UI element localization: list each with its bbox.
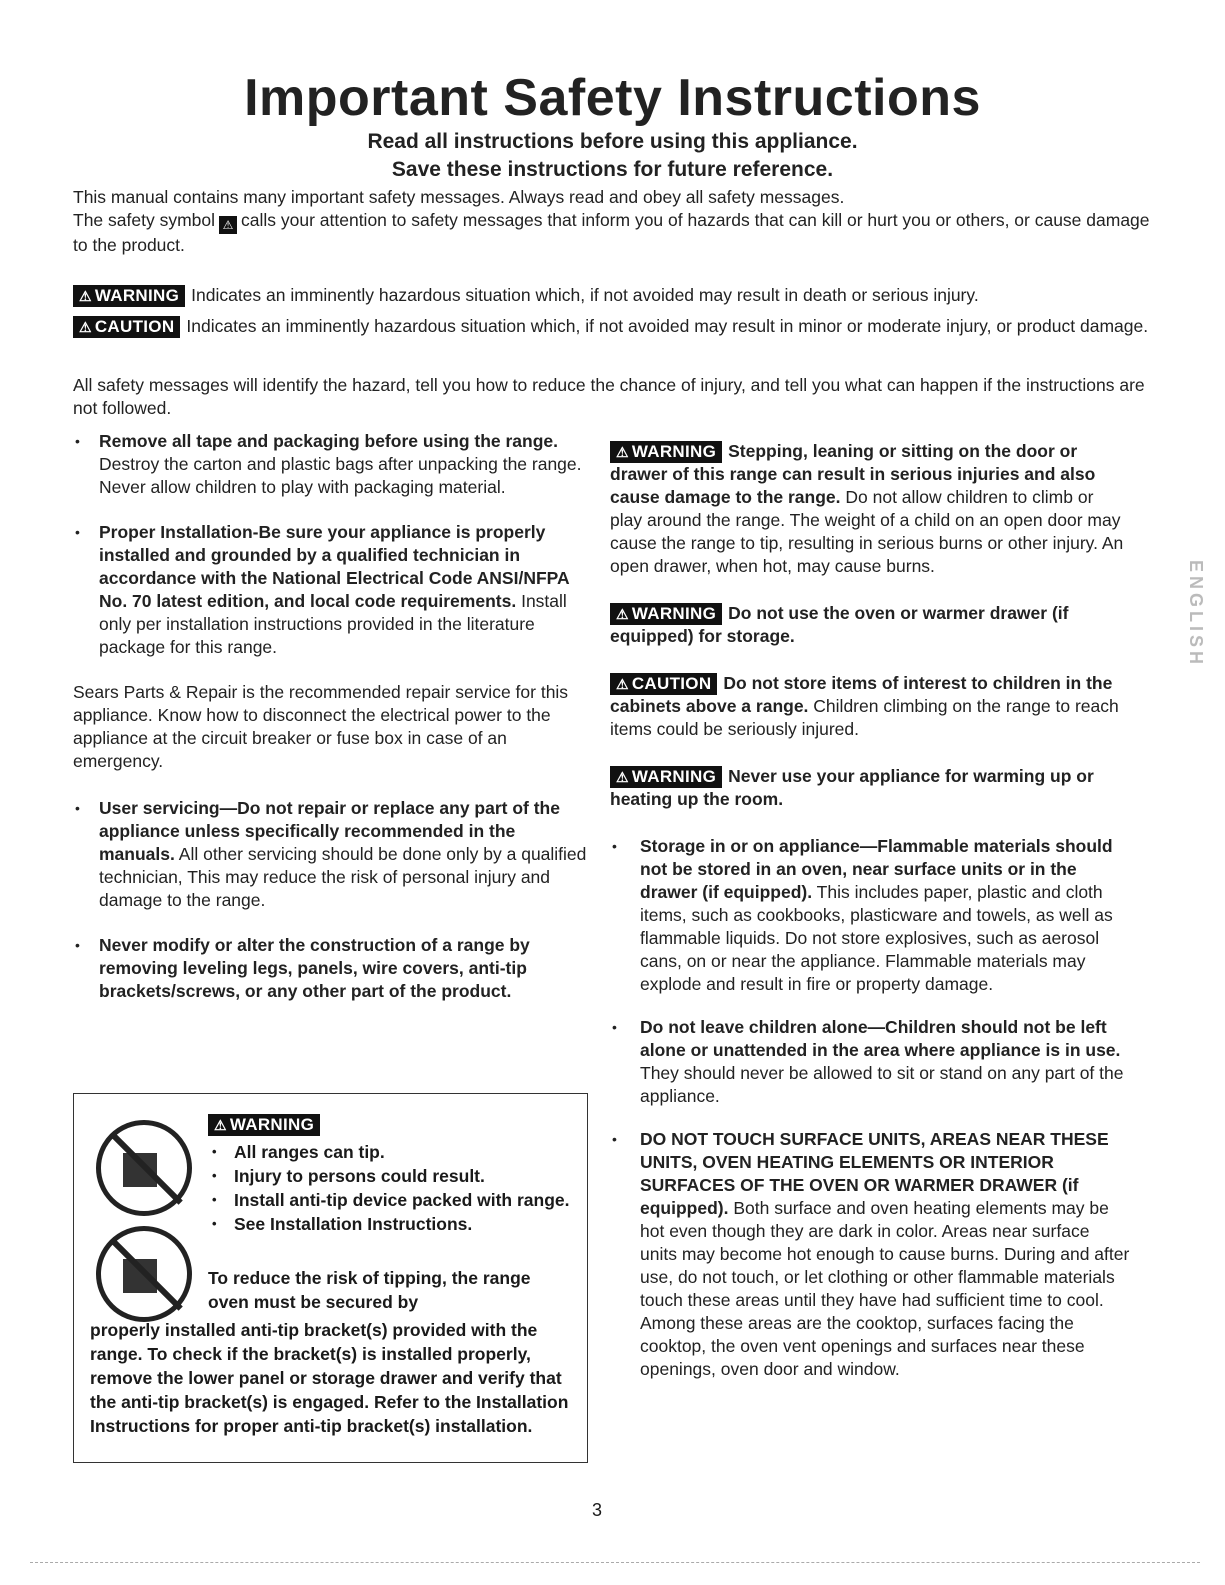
list-item: • User servicing—Do not repair or replace any part of the appliance unless specifically recommended in the manuals. All other servicing should be done only by a qualified technician, This may reduce the risk of personal injury and damage to the range. [75, 798, 587, 910]
warning-heating: ⚠ WARNING Never use your appliance for warming up or heating up the room. [610, 766, 1094, 809]
warning-storage: ⚠ WARNING Do not use the oven or warmer drawer (if equipped) for storage. [610, 603, 1069, 646]
list-item: • All ranges can tip. [212, 1142, 385, 1162]
no-climbing-icon [96, 1120, 192, 1216]
page-number: 3 [592, 1500, 603, 1520]
caution-cabinets: ⚠ CAUTION Do not store items of interest to children in the cabinets above a range. Children climbing on the range to reach items could be seriously injured. [610, 673, 1119, 739]
intro-line-2: The safety symbol ⚠ calls your attention to safety messages that inform you of hazards that can kill or hurt you or others, or cause damage to the product. [73, 210, 1150, 255]
language-tab: ENGLISH [1186, 560, 1206, 669]
intro [73, 186, 1153, 257]
all-safety-messages: All safety messages will identify the hazard, tell you how to reduce the chance of injury, and tell you what can happen if the instructions are not followed. [73, 375, 1145, 418]
list-item: • Injury to persons could result. [212, 1166, 485, 1186]
warning-badge: ⚠ WARNING [610, 766, 722, 788]
caution-definition: ⚠ CAUTION Indicates an imminently hazardous situation which, if not avoided may result in minor or moderate injury, or product damage. [73, 315, 1153, 338]
anti-tip-list [208, 1140, 578, 1236]
list-item: • Proper Installation-Be sure your appliance is properly installed and grounded by a qualified technician in accordance with the National Electrical Code ANSI/NFPA No. 70 latest edition, and local code requirements. Install only per installation instructions provided in the literature package for this range. [75, 522, 570, 657]
warning-triangle-icon: ⚠ [616, 676, 629, 692]
right-column [610, 440, 1130, 1401]
list-item: • Remove all tape and packaging before using the range. Destroy the carton and plastic bags after unpacking the range. Never allow children to play with packaging material. [75, 431, 582, 497]
anti-tip-warning-box [73, 1093, 588, 1463]
page-title: Important Safety Instructions [244, 69, 981, 127]
tipping-range-icon [96, 1226, 192, 1322]
warning-badge: ⚠ WARNING [610, 603, 722, 625]
warning-definition: ⚠ WARNING Indicates an imminently hazardous situation which, if not avoided may result in death or serious injury. [73, 284, 1153, 307]
list-item: • DO NOT TOUCH SURFACE UNITS, AREAS NEAR THESE UNITS, OVEN HEATING ELEMENTS OR INTERIOR SURFACES OF THE OVEN OR WARMER DRAWER (if equipped). Both surface and oven heating elements may be hot even though they are dark in color. Areas near surface units may become hot enough to cause burns. During and after use, do not touch, or let clothing or other flammable materials touch these areas until they have had sufficient time to cool. Among these areas are the cooktop, surfaces facing the cooktop, the oven vent openings and surfaces near these openings, oven door and window. [612, 1129, 1130, 1379]
warning-badge: ⚠ WARNING [610, 441, 722, 463]
list-item: • Do not leave children alone—Children should not be left alone or unattended in the area where appliance is in use. They should never be allowed to sit or stand on any part of the appliance. [612, 1017, 1124, 1106]
warning-triangle-icon: ⚠ [616, 606, 629, 622]
warning-triangle-icon: ⚠ [616, 444, 629, 460]
warning-badge: ⚠ WARNING [73, 285, 185, 307]
list-item: • Never modify or alter the construction of a range by removing leveling legs, panels, wire covers, anti-tip brackets/screws, or any other part of the product. [75, 935, 530, 1001]
intro-line-1: This manual contains many important safety messages. Always read and obey all safety messages. [73, 187, 845, 207]
warning-triangle-icon: ⚠ [79, 288, 92, 304]
left-column [73, 430, 588, 1025]
warning-triangle-icon: ⚠ [616, 769, 629, 785]
sears-paragraph: Sears Parts & Repair is the recommended repair service for this appliance. Know how to disconnect the electrical power to the appliance at the circuit breaker or fuse box in case of an emergency. [73, 682, 569, 771]
warning-triangle-icon: ⚠ [79, 319, 92, 335]
anti-tip-text-1: To reduce the risk of tipping, the range oven must be secured by [208, 1268, 531, 1312]
subtitle-save: Save these instructions for future reference. [391, 158, 834, 181]
subtitle-read: Read all instructions before using this appliance. [367, 130, 858, 153]
warning-badge: ⚠ WARNING [208, 1114, 326, 1136]
signal-word-definitions [73, 284, 1153, 346]
page-border [30, 1562, 1200, 1563]
list-item: • Install anti-tip device packed with range. [212, 1190, 570, 1210]
warning-stepping: ⚠ WARNING Stepping, leaning or sitting on the door or drawer of this range can result in serious injuries and also cause damage to the range. Do not allow children to climb or play around the range. The weight of a child on an open door may cause the range to tip, resulting in serious burns or other injury. An open drawer, when hot, may cause burns. [610, 441, 1124, 576]
anti-tip-text-2: properly installed anti-tip bracket(s) provided with the range. To check if the bracket(s) is installed properly, remove the lower panel or storage drawer and verify that the anti-tip bracket(s) is engaged. Refer to the Installation Instructions for proper anti-tip bracket(s) installation. [90, 1320, 569, 1436]
caution-badge: ⚠ CAUTION [73, 316, 180, 338]
caution-badge: ⚠ CAUTION [610, 673, 717, 695]
warning-triangle-icon: ⚠ [214, 1117, 227, 1133]
list-item: • Storage in or on appliance—Flammable materials should not be stored in an oven, near surface units or in the drawer (if equipped). This includes paper, plastic and cloth items, such as cookbooks, plasticware and towels, as well as flammable liquids. Do not store explosives, such as aerosol cans, on or near the appliance. Flammable materials may explode and result in fire or property damage. [612, 836, 1113, 994]
warning-triangle-icon: ⚠ [219, 216, 237, 234]
list-item: • See Installation Instructions. [212, 1214, 473, 1234]
